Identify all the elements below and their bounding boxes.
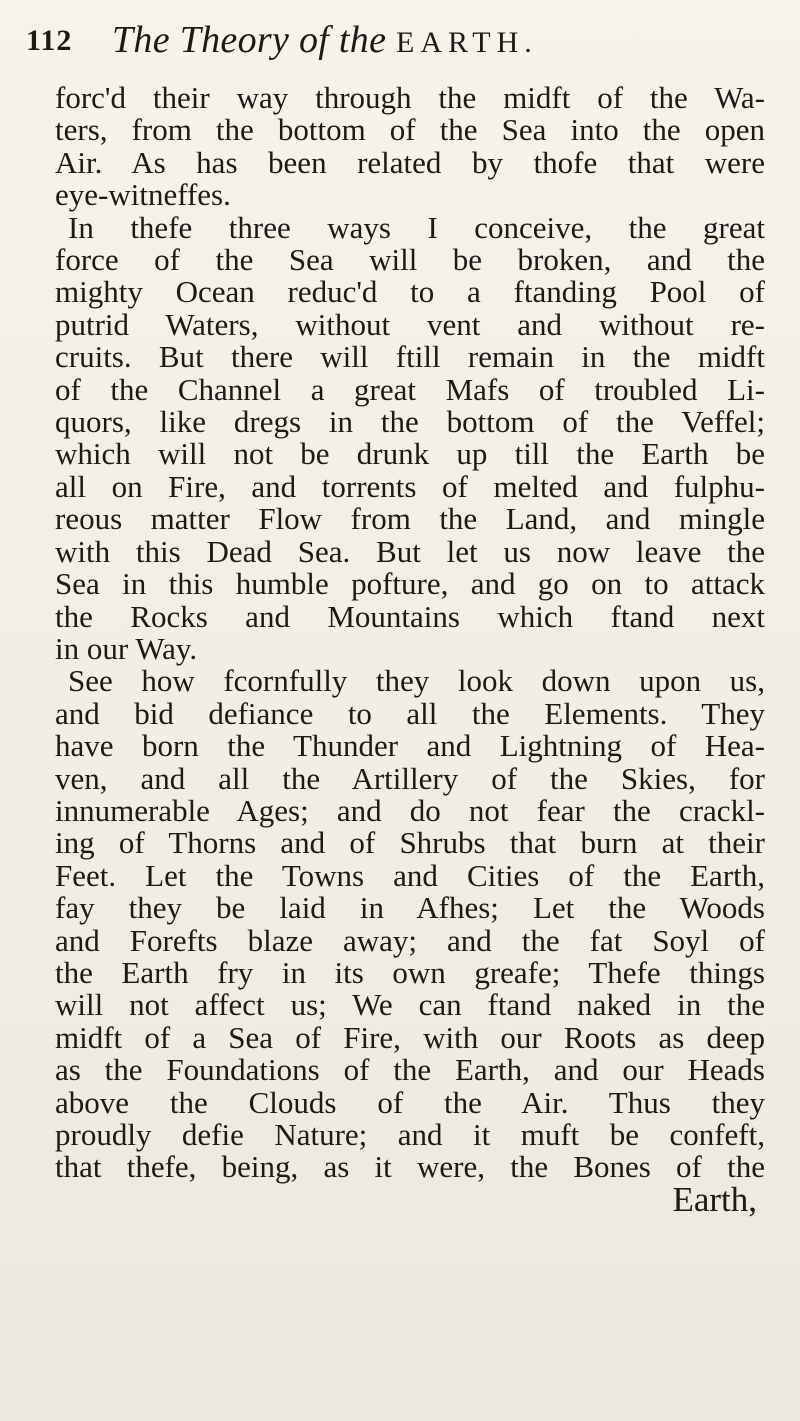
text-line: that thefe, being, as it were, the Bones of the <box>55 1149 765 1185</box>
catchword: Earth, <box>672 1179 757 1219</box>
text-line: have born the Thunder and Lightning of Hea- <box>55 728 765 764</box>
text-line: ven, and all the Artillery of the Skies, for <box>55 760 765 796</box>
running-title-earth: EARTH. <box>396 26 538 59</box>
text-line: innumerable Ages; and do not fear the crackl- <box>55 792 765 828</box>
paragraph-end-line: in our Way. <box>55 630 198 666</box>
text-line: putrid Waters, without vent and without re- <box>55 306 765 342</box>
text-line: ters, from the bottom of the Sea into the open <box>55 112 765 148</box>
text-line: the Rocks and Mountains which ftand next <box>55 598 765 634</box>
text-line: all on Fire, and torrents of melted and fulphu- <box>55 468 765 504</box>
text-line: force of the Sea will be broken, and the <box>55 242 765 278</box>
text-line: reous matter Flow from the Land, and mingle <box>55 501 765 537</box>
page-header <box>26 14 786 72</box>
text-line: will not affect us; We can ftand naked in the <box>55 987 765 1023</box>
running-title-text: The Theory of the <box>112 19 397 61</box>
text-line: above the Clouds of the Air. Thus they <box>55 1084 765 1120</box>
text-line: of the Channel a great Mafs of troubled Li- <box>55 371 765 407</box>
text-line: with this Dead Sea. But let us now leave the <box>55 533 765 569</box>
text-line: cruits. But there will ftill remain in the midft <box>55 339 765 375</box>
paragraph-start-line: See how fcornfully they look down upon us, <box>68 663 765 699</box>
text-line: mighty Ocean reduc'd to a ftanding Pool of <box>55 274 765 310</box>
text-line: quors, like dregs in the bottom of the Veffel; <box>55 404 765 440</box>
text-line: as the Foundations of the Earth, and our Heads <box>55 1052 765 1088</box>
text-line: ing of Thorns and of Shrubs that burn at their <box>55 825 765 861</box>
text-line: forc'd their way through the midft of the Wa- <box>55 80 765 115</box>
text-line: the Earth fry in its own greafe; Thefe things <box>55 954 765 990</box>
paragraph-end-line: eye-witneffes. <box>55 177 231 213</box>
text-line: and bid defiance to all the Elements. They <box>55 695 765 731</box>
running-title <box>112 18 538 62</box>
text-line: which will not be drunk up till the Earth be <box>55 436 765 472</box>
text-line: fay they be laid in Afhes; Let the Woods <box>55 890 765 926</box>
text-line: Feet. Let the Towns and Cities of the Earth, <box>55 857 765 893</box>
text-line: Sea in this humble pofture, and go on to attack <box>55 566 765 602</box>
page-number: 112 <box>26 24 73 57</box>
text-line: and Forefts blaze away; and the fat Soyl of <box>55 922 765 958</box>
body-text <box>55 80 765 1219</box>
text-line: proudly defie Nature; and it muft be confeft, <box>55 1117 765 1152</box>
text-line: midft of a Sea of Fire, with our Roots as deep <box>55 1019 765 1055</box>
paragraph-start-line: In thefe three ways I conceive, the great <box>68 209 765 245</box>
text-line: Air. As has been related by thofe that were <box>55 144 765 180</box>
